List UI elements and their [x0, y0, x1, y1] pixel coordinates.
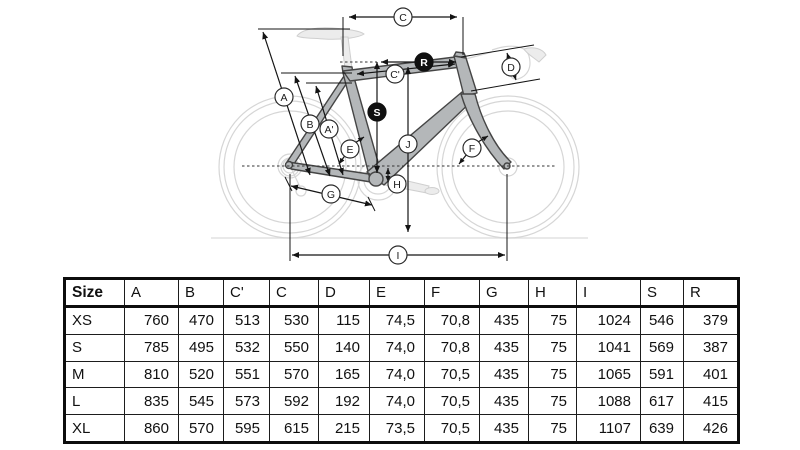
value-cell: 215	[319, 415, 370, 443]
column-header-r: R	[684, 279, 739, 307]
rear-dropout	[286, 162, 293, 169]
column-header-c: C	[270, 279, 319, 307]
value-cell: 595	[224, 415, 270, 443]
table-row-xl	[65, 415, 739, 443]
geometry-table-container	[63, 277, 740, 444]
value-cell: 570	[179, 415, 224, 443]
ext-d-top	[461, 45, 534, 57]
dimension-arrows	[263, 17, 516, 255]
column-header-b: B	[179, 279, 224, 307]
ext-g-left-tick	[285, 177, 292, 191]
bottom-bracket	[369, 172, 383, 186]
brake-hood	[524, 48, 546, 62]
value-cell: 75	[529, 415, 577, 443]
size-cell: XL	[65, 415, 125, 443]
value-cell: 70,8	[425, 307, 480, 335]
table-row-m	[65, 361, 739, 388]
value-cell: 140	[319, 334, 370, 361]
size-cell: M	[65, 361, 125, 388]
value-cell: 73,5	[370, 415, 425, 443]
svg-text:S: S	[373, 106, 381, 119]
dim-label-g	[322, 185, 340, 203]
geometry-table	[63, 277, 740, 444]
value-cell: 569	[641, 334, 684, 361]
svg-text:R: R	[420, 56, 428, 69]
size-cell: L	[65, 388, 125, 415]
value-cell: 551	[224, 361, 270, 388]
value-cell: 1107	[577, 415, 641, 443]
head-tube	[454, 56, 477, 96]
value-cell: 74,5	[370, 307, 425, 335]
value-cell: 546	[641, 307, 684, 335]
value-cell: 545	[179, 388, 224, 415]
value-cell: 70,5	[425, 361, 480, 388]
dim-label-b	[301, 115, 319, 133]
value-cell: 1041	[577, 334, 641, 361]
value-cell: 530	[270, 307, 319, 335]
value-cell: 435	[480, 361, 529, 388]
value-cell: 415	[684, 388, 739, 415]
value-cell: 495	[179, 334, 224, 361]
faded-components	[219, 28, 579, 238]
value-cell: 1065	[577, 361, 641, 388]
svg-text:C': C'	[390, 68, 400, 81]
column-header-h: H	[529, 279, 577, 307]
value-cell: 532	[224, 334, 270, 361]
dim-arrow-f-lower	[459, 154, 467, 164]
dim-label-s	[368, 103, 386, 121]
seat-tube	[343, 73, 382, 179]
value-cell: 570	[270, 361, 319, 388]
dim-label-f	[463, 139, 481, 157]
value-cell: 387	[684, 334, 739, 361]
column-header-c-prime: C'	[224, 279, 270, 307]
value-cell: 573	[224, 388, 270, 415]
dim-label-c	[394, 8, 412, 26]
value-cell: 435	[480, 388, 529, 415]
value-cell: 379	[684, 307, 739, 335]
svg-text:J: J	[405, 138, 411, 151]
dim-label-e	[341, 140, 359, 158]
value-cell: 520	[179, 361, 224, 388]
column-header-size: Size	[65, 279, 125, 307]
column-header-f: F	[425, 279, 480, 307]
value-cell: 760	[125, 307, 179, 335]
value-cell: 401	[684, 361, 739, 388]
value-cell: 470	[179, 307, 224, 335]
value-cell: 74,0	[370, 334, 425, 361]
value-cell: 426	[684, 415, 739, 443]
svg-text:A: A	[280, 91, 288, 104]
dim-label-a	[275, 88, 293, 106]
column-header-a: A	[125, 279, 179, 307]
svg-text:F: F	[468, 142, 476, 155]
svg-text:A': A'	[324, 123, 334, 136]
value-cell: 115	[319, 307, 370, 335]
svg-text:H: H	[393, 178, 401, 191]
value-cell: 1024	[577, 307, 641, 335]
column-header-g: G	[480, 279, 529, 307]
size-cell: S	[65, 334, 125, 361]
dim-label-i	[389, 246, 407, 264]
dim-label-r	[415, 53, 433, 71]
chainstay	[288, 162, 377, 183]
value-cell: 513	[224, 307, 270, 335]
value-cell: 75	[529, 334, 577, 361]
svg-text:I: I	[396, 249, 400, 262]
value-cell: 615	[270, 415, 319, 443]
value-cell: 835	[125, 388, 179, 415]
value-cell: 550	[270, 334, 319, 361]
value-cell: 810	[125, 361, 179, 388]
column-header-s: S	[641, 279, 684, 307]
value-cell: 74,0	[370, 361, 425, 388]
value-cell: 70,8	[425, 334, 480, 361]
value-cell: 75	[529, 361, 577, 388]
table-row-xs	[65, 307, 739, 335]
value-cell: 591	[641, 361, 684, 388]
dim-label-c-prime	[386, 65, 404, 83]
value-cell: 165	[319, 361, 370, 388]
column-header-d: D	[319, 279, 370, 307]
value-cell: 70,5	[425, 388, 480, 415]
svg-text:C: C	[399, 11, 407, 24]
value-cell: 435	[480, 307, 529, 335]
dim-label-j	[399, 135, 417, 153]
value-cell: 75	[529, 388, 577, 415]
size-cell: XS	[65, 307, 125, 335]
value-cell: 639	[641, 415, 684, 443]
value-cell: 617	[641, 388, 684, 415]
value-cell: 75	[529, 307, 577, 335]
svg-text:E: E	[346, 143, 354, 156]
value-cell: 74,0	[370, 388, 425, 415]
table-row-s	[65, 334, 739, 361]
svg-text:G: G	[326, 188, 336, 201]
value-cell: 192	[319, 388, 370, 415]
value-cell: 1088	[577, 388, 641, 415]
value-cell: 70,5	[425, 415, 480, 443]
value-cell: 435	[480, 415, 529, 443]
value-cell: 592	[270, 388, 319, 415]
column-header-e: E	[370, 279, 425, 307]
value-cell: 860	[125, 415, 179, 443]
column-header-i: I	[577, 279, 641, 307]
dim-label-a-prime	[320, 120, 338, 138]
value-cell: 435	[480, 334, 529, 361]
dim-label-d	[502, 58, 520, 76]
svg-text:B: B	[306, 118, 314, 131]
value-cell: 785	[125, 334, 179, 361]
dimension-extension-lines	[242, 17, 556, 261]
table-row-l	[65, 388, 739, 415]
svg-text:D: D	[507, 61, 515, 74]
dim-label-h	[388, 175, 406, 193]
ext-d-bottom	[471, 79, 540, 91]
table-header-row	[65, 279, 739, 307]
